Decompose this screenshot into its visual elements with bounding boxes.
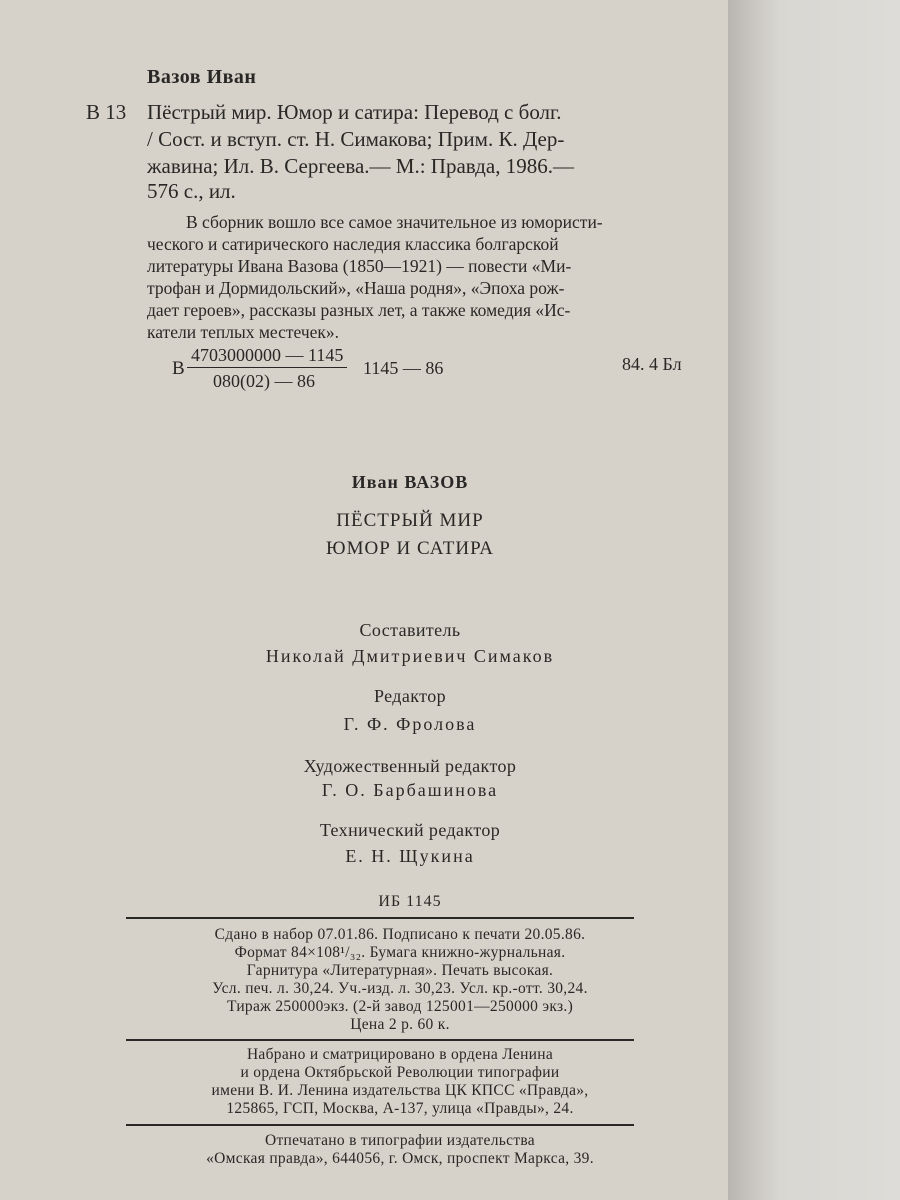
title-author: Иван ВАЗОВ [351,472,469,492]
imprint-rule [126,1124,634,1126]
credit-role: Художественный редактор [303,756,517,776]
index-tail: 1145 — 86 [363,358,444,378]
catalog-description-line: Пёстрый мир. Юмор и сатира: Перевод с болг. [147,100,562,124]
imprint-line: Усл. печ. л. 30,24. Уч.-изд. л. 30,23. Усл. кр.-отт. 30,24. [212,980,588,997]
annotation-line: трофан и Дормидольский», «Наша родня», «Эпоха рож- [147,278,565,298]
index-fraction [187,345,347,392]
credit-name: Г. О. Барбашинова [321,780,499,800]
imprint-rule [126,917,634,919]
background-surface [728,0,900,1200]
catalog-description-line: жавина; Ил. В. Сергеева.— М.: Правда, 1986.— [147,154,574,178]
index-denominator: 080(02) — 86 [213,371,315,391]
catalog-description-line: 576 с., ил. [147,179,236,203]
annotation-line: В сборник вошло все самое значительное из юмористи- [186,212,603,232]
credit-role: Составитель [359,620,461,640]
catalog-author: Вазов Иван [147,66,257,88]
imprint-line: Формат 84×108¹/₃₂. Бумага книжно-журнальная. [234,944,566,961]
annotation-line: дает героев», рассказы разных лет, а также комедия «Ис- [147,300,571,320]
annotation-line: литературы Ивана Вазова (1850—1921) — повести «Ми- [147,256,572,276]
catalog-description-line: / Сост. и вступ. ст. Н. Симакова; Прим. К. Дер- [147,127,565,151]
credit-name: Е. Н. Щукина [345,846,475,866]
imprint-rule [126,1039,634,1041]
imprint-line: Сдано в набор 07.01.86. Подписано к печати 20.05.86. [214,926,586,943]
credit-role: Редактор [373,686,446,706]
credit-name: Николай Дмитриевич Симаков [265,646,555,666]
book-title: ПЁСТРЫЙ МИР [336,510,484,531]
book-subtitle: ЮМОР И САТИРА [326,538,494,559]
index-right: 84. 4 Бл [622,354,682,374]
annotation-line: ческого и сатирического наследия классика болгарской [147,234,559,254]
index-letter: В [172,358,185,379]
imprint-line: 125865, ГСП, Москва, А-137, улица «Правды», 24. [226,1100,574,1117]
credit-role: Технический редактор [319,820,501,840]
imprint-line: Тираж 250000экз. (2-й завод 125001—250000 экз.) [226,998,574,1015]
imprint-line: Отпечатано в типографии издательства [264,1132,535,1149]
imprint-line: Гарнитура «Литературная». Печать высокая. [246,962,554,979]
annotation-line: катели теплых местечек». [147,322,340,342]
catalog-code: В 13 [86,100,127,124]
imprint-line: имени В. И. Ленина издательства ЦК КПСС «Правда», [211,1082,589,1099]
imprint-line: и ордена Октябрьской Революции типографии [240,1064,560,1081]
credit-name: Г. Ф. Фролова [343,714,477,734]
ib-number: ИБ 1145 [378,893,442,910]
imprint-line: «Омская правда», 644056, г. Омск, проспект Маркса, 39. [206,1150,594,1167]
imprint-line: Набрано и сматрицировано в ордена Ленина [246,1046,554,1063]
imprint-line: Цена 2 р. 60 к. [350,1016,450,1033]
index-numerator: 4703000000 — 1145 [187,345,347,368]
